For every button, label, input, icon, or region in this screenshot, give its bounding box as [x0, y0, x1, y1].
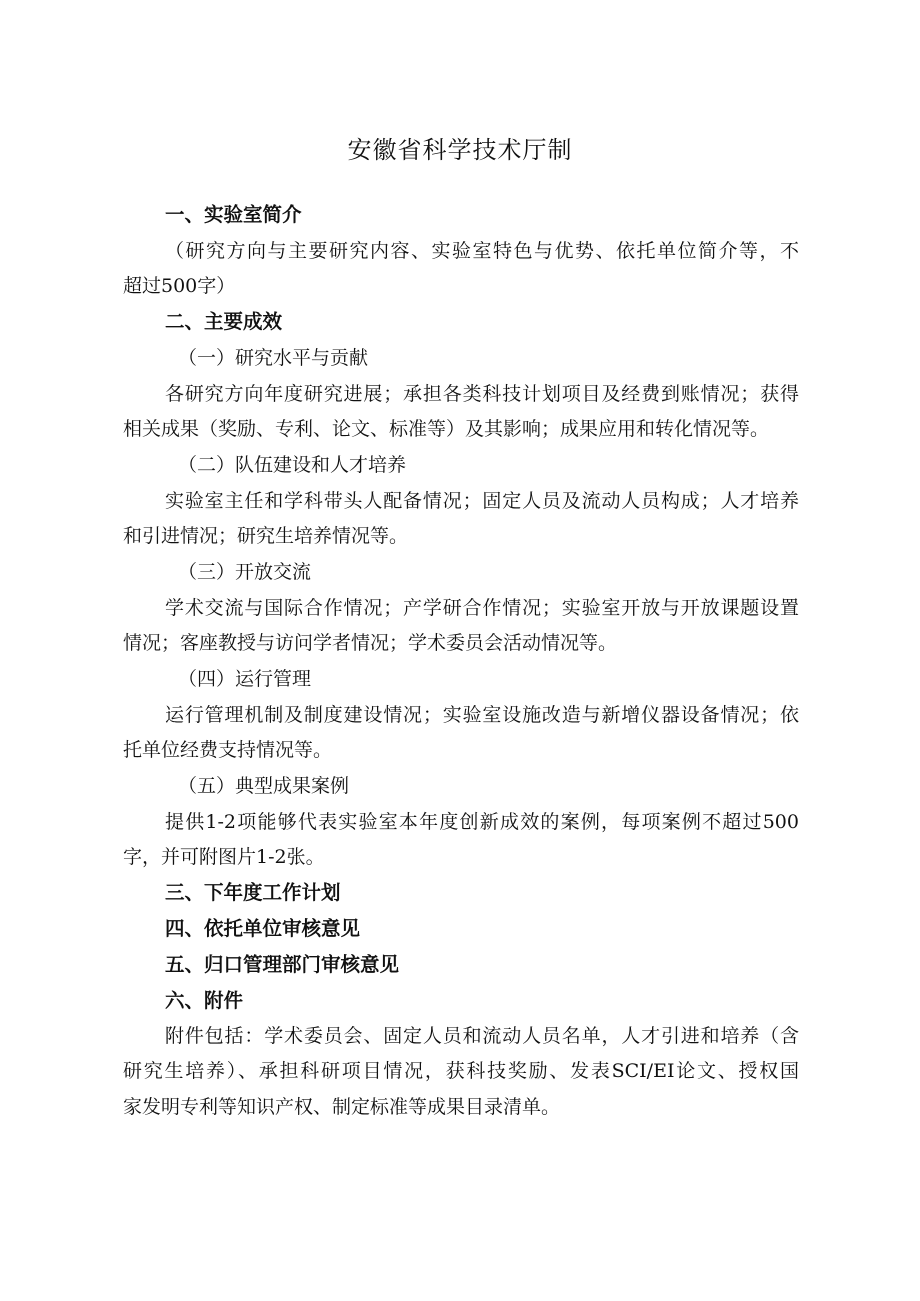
- subsection-management-line2: 托单位经费支持情况等。: [123, 739, 333, 761]
- subsection-management-line1: 运行管理机制及制度建设情况；实验室设施改造与新增仪器设备情况；依: [165, 704, 799, 726]
- subsection-research-line2: 相关成果（奖励、专利、论文、标准等）及其影响；成果应用和转化情况等。: [123, 418, 770, 440]
- subsection-title-exchange: （三）开放交流: [178, 561, 312, 583]
- subsection-cases-line2: 字，并可附图片1-2张。: [123, 846, 325, 868]
- section-heading-intro: 一、实验室简介: [165, 203, 302, 226]
- subsection-research-line1: 各研究方向年度研究进展；承担各类科技计划项目及经费到账情况；获得: [165, 383, 799, 405]
- section-heading-next-year-plan: 三、下年度工作计划: [165, 881, 341, 904]
- subsection-cases-line1: 提供1-2项能够代表实验室本年度创新成效的案例，每项案例不超过500: [165, 811, 799, 833]
- subsection-title-research: （一）研究水平与贡献: [178, 347, 369, 369]
- subsection-exchange-line1: 学术交流与国际合作情况；产学研合作情况；实验室开放与开放课题设置: [165, 597, 799, 619]
- attachments-line2: 研究生培养）、承担科研项目情况，获科技奖励、发表SCI/EI论文、授权国: [123, 1060, 799, 1082]
- document-title: 安徽省科学技术厅制: [347, 136, 573, 164]
- subsection-exchange-line2: 情况；客座教授与访问学者情况；学术委员会活动情况等。: [123, 632, 618, 654]
- section-heading-dept-review: 五、归口管理部门审核意见: [165, 953, 400, 976]
- subsection-title-management: （四）运行管理: [178, 668, 312, 690]
- subsection-team-line1: 实验室主任和学科带头人配备情况；固定人员及流动人员构成；人才培养: [165, 490, 799, 512]
- section-heading-achievements: 二、主要成效: [165, 310, 283, 333]
- subsection-title-team: （二）队伍建设和人才培养: [178, 454, 407, 476]
- section-intro-desc-line1: （研究方向与主要研究内容、实验室特色与优势、依托单位简介等，不: [165, 240, 799, 262]
- attachments-line3: 家发明专利等知识产权、制定标准等成果目录清单。: [123, 1096, 561, 1118]
- section-intro-desc-line2: 超过500字）: [123, 275, 236, 297]
- attachments-line1: 附件包括：学术委员会、固定人员和流动人员名单，人才引进和培养（含: [165, 1025, 799, 1047]
- section-heading-host-review: 四、依托单位审核意见: [165, 917, 361, 940]
- subsection-title-cases: （五）典型成果案例: [178, 775, 350, 797]
- subsection-team-line2: 和引进情况；研究生培养情况等。: [123, 525, 409, 547]
- section-heading-attachments: 六、附件: [165, 989, 244, 1012]
